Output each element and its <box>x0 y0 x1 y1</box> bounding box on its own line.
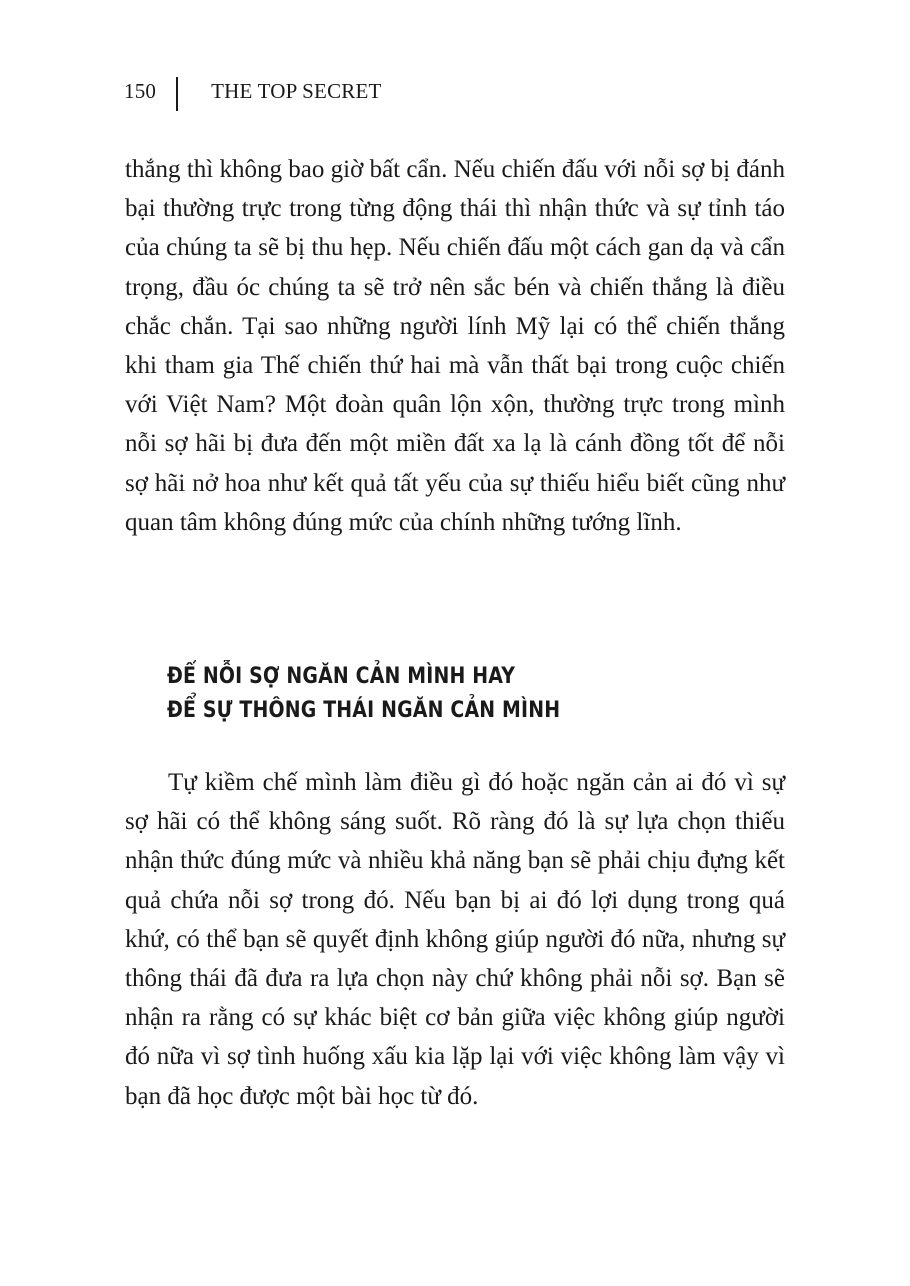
page-number: 150 <box>124 78 157 103</box>
section-heading <box>167 660 683 728</box>
header-divider <box>176 77 178 111</box>
section-body-paragraph: Tự kiềm chế mình làm điều gì đó hoặc ngăn cản ai đó vì sự sợ hãi có thể không sáng suốt. Rõ ràng đó là sự lựa chọn thiếu nhận thức đúng mức và nhiều khả năng bạn sẽ phải chịu đựng kết quả chứa nỗi sợ trong đó. Nếu bạn bị ai đó lợi dụng trong quá khứ, có thể bạn sẽ quyết định không giúp người đó nữa, nhưng sự thông thái đã đưa ra lựa chọn này chứ không phải nỗi sợ. Bạn sẽ nhận ra rằng có sự khác biệt cơ bản giữa việc không giúp người đó nữa vì sợ tình huống xấu kia lặp lại với việc không làm vậy vì bạn đã học được một bài học từ đó. <box>125 769 785 1110</box>
section-heading-line-2: ĐỂ SỰ THÔNG THÁI NGĂN CẢN MÌNH <box>167 698 561 723</box>
book-title: THE TOP SECRET <box>211 78 382 103</box>
running-header <box>124 76 382 112</box>
body-paragraph-continued: thắng thì không bao giờ bất cẩn. Nếu chiến đấu với nỗi sợ bị đánh bại thường trực trong từng động thái thì nhận thức và sự tỉnh táo của chúng ta sẽ bị thu hẹp. Nếu chiến đấu một cách gan dạ và cẩn trọng, đầu óc chúng ta sẽ trở nên sắc bén và chiến thắng là điều chắc chắn. Tại sao những người lính Mỹ lại có thể chiến thắng khi tham gia Thế chiến thứ hai mà vẫn thất bại trong cuộc chiến với Việt Nam? Một đoàn quân lộn xộn, thường trực trong mình nỗi sợ hãi bị đưa đến một miền đất xa lạ là cánh đồng tốt để nỗi sợ hãi nở hoa như kết quả tất yếu của sự thiếu hiểu biết cũng như quan tâm không đúng mức của chính những tướng lĩnh. <box>125 156 785 536</box>
section-heading-line-1: ĐỂ NỖI SỢ NGĂN CẢN MÌNH HAY <box>167 664 516 689</box>
